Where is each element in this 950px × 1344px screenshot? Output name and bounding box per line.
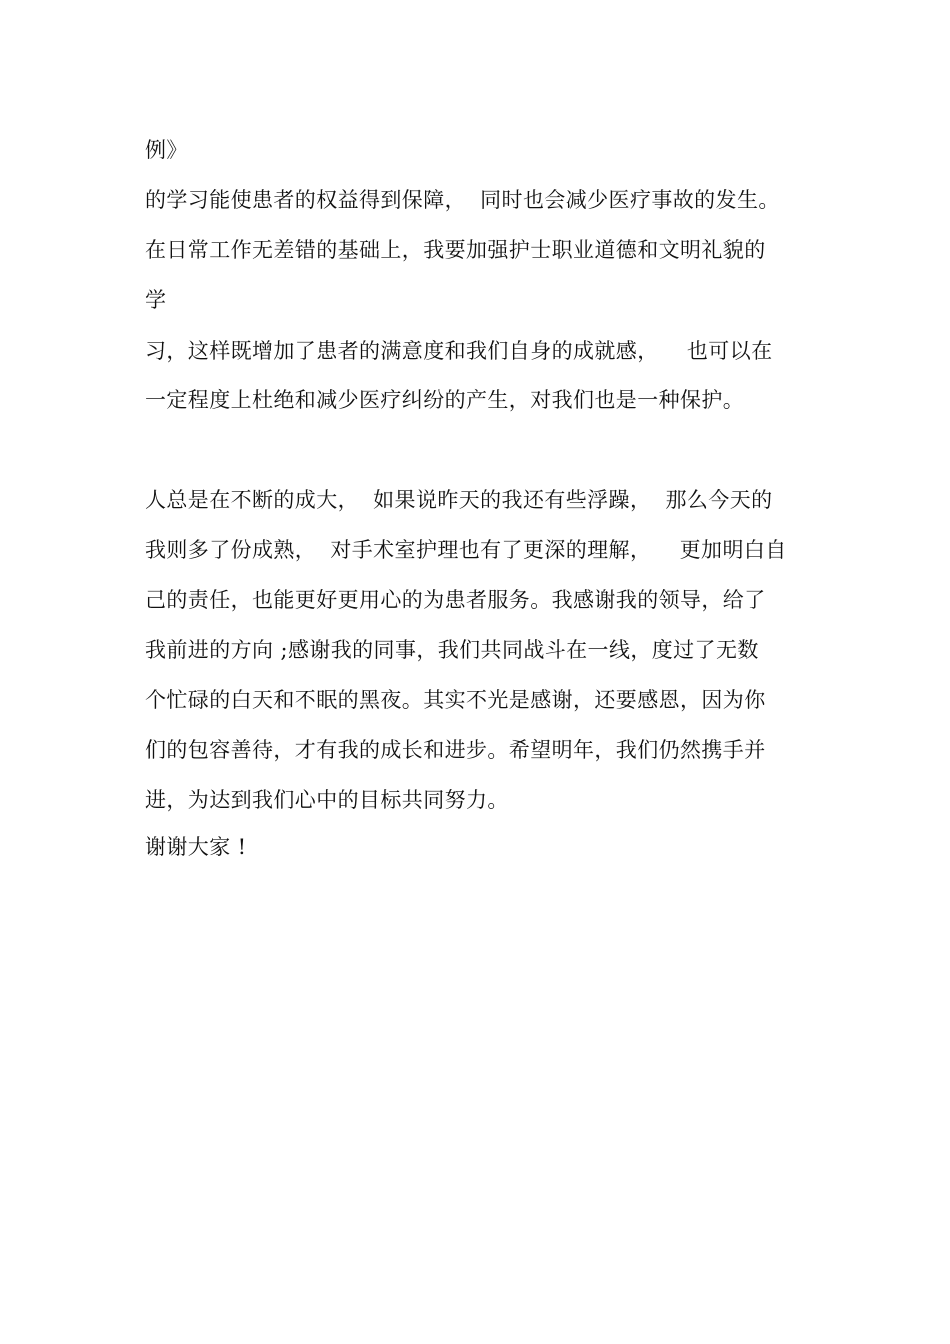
text-line: 我则多了份成熟， 对手术室护理也有了更深的理解， 更加明白自 bbox=[145, 538, 787, 562]
text-line: 的学习能使患者的权益得到保障， 同时也会减少医疗事故的发生。 bbox=[145, 188, 780, 212]
text-line: 们的包容善待，才有我的成长和进步。希望明年，我们仍然携手并 bbox=[145, 738, 766, 762]
text-line: 己的责任，也能更好更用心的为患者服务。我感谢我的领导，给了 bbox=[145, 588, 766, 612]
text-line: 个忙碌的白天和不眠的黑夜。其实不光是感谢，还要感恩，因为你 bbox=[145, 688, 766, 712]
text-line: 进，为达到我们心中的目标共同努力。 bbox=[145, 788, 509, 812]
text-line: 例》 bbox=[145, 138, 188, 162]
text-line: 在日常工作无差错的基础上，我要加强护士职业道德和文明礼貌的 bbox=[145, 238, 766, 262]
closing-line: 谢谢大家 ! bbox=[145, 835, 247, 859]
text-line: 一定程度上杜绝和减少医疗纠纷的产生，对我们也是一种保护。 bbox=[145, 388, 745, 412]
text-line: 我前进的方向 ;感谢我的同事，我们共同战斗在一线，度过了无数 bbox=[145, 638, 759, 662]
text-line: 人总是在不断的成大， 如果说昨天的我还有些浮躁， 那么今天的 bbox=[145, 488, 773, 512]
text-line: 习，这样既增加了患者的满意度和我们自身的成就感， 也可以在 bbox=[145, 339, 773, 363]
text-line: 学 bbox=[145, 288, 167, 312]
